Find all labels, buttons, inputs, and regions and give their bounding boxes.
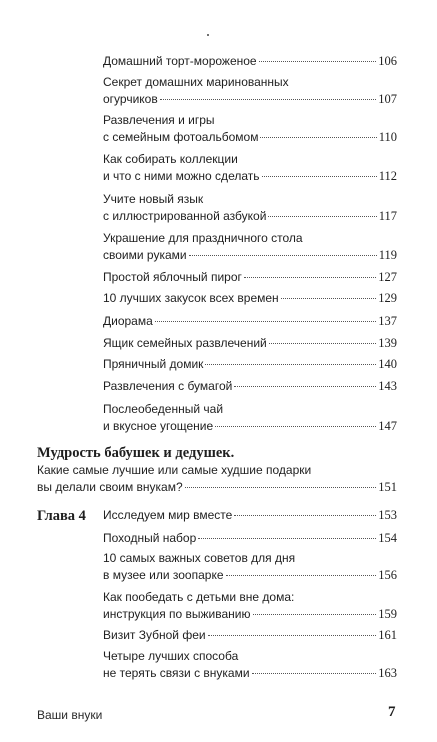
entry-title: Как пообедать с детьми вне дома: — [103, 590, 295, 604]
leader-dots — [259, 61, 377, 62]
entry-title: Украшение для праздничного стола — [103, 231, 303, 245]
leader-dots — [215, 426, 376, 427]
entry-title: с семейным фотоальбомом — [103, 130, 259, 144]
leader-dots — [198, 538, 376, 539]
toc-entry — [103, 648, 397, 682]
leader-dots — [252, 673, 377, 674]
entry-title: огурчиков — [103, 92, 158, 106]
entry-title: Развлечения и игры — [103, 113, 215, 127]
leader-dots — [234, 515, 376, 516]
entry-page: 163 — [378, 666, 397, 680]
leader-dots — [244, 277, 376, 278]
leader-dots — [155, 321, 376, 322]
toc-entry — [103, 313, 397, 330]
entry-title: Простой яблочный пирог — [103, 270, 242, 284]
page-number: 7 — [388, 704, 396, 720]
leader-dots — [260, 137, 376, 138]
section-title: Мудрость бабушек и дедушек. — [37, 445, 235, 461]
leader-dots — [205, 364, 376, 365]
toc-entry — [103, 230, 397, 264]
leader-dots — [208, 635, 377, 636]
toc-entry — [103, 507, 397, 524]
entry-title: своими руками — [103, 248, 187, 262]
toc-entry — [103, 356, 397, 373]
entry-title: Визит Зубной феи — [103, 628, 206, 642]
toc-entry — [103, 530, 397, 547]
entry-title: и что с ними можно сделать — [103, 169, 260, 183]
toc-entry — [103, 401, 397, 435]
toc-entry — [103, 627, 397, 644]
leader-dots — [281, 298, 377, 299]
leader-dots — [185, 487, 377, 488]
entry-page: 151 — [378, 480, 397, 494]
entry-title: Развлечения с бумагой — [103, 379, 233, 393]
entry-title: инструкция по выживанию — [103, 607, 251, 621]
entry-page: 153 — [378, 508, 397, 522]
toc-entry — [103, 151, 397, 185]
entry-title: 10 самых важных советов для дня — [103, 551, 296, 565]
toc-entry — [103, 290, 397, 307]
entry-title: Пряничный домик — [103, 357, 204, 371]
toc-entry — [103, 589, 397, 623]
entry-page: 159 — [378, 607, 397, 621]
leader-dots — [234, 386, 376, 387]
entry-title: Учите новый язык — [103, 192, 204, 206]
page-mark — [207, 34, 209, 36]
entry-page: 119 — [378, 248, 397, 262]
toc-entry — [103, 269, 397, 286]
entry-title: Походный набор — [103, 531, 197, 545]
entry-page: 140 — [378, 357, 397, 371]
entry-page: 129 — [378, 291, 397, 305]
entry-title: Послеобеденный чай — [103, 402, 224, 416]
entry-page: 139 — [378, 336, 397, 350]
entry-page: 154 — [378, 531, 397, 545]
entry-page: 112 — [378, 169, 397, 183]
entry-page: 106 — [378, 54, 397, 68]
running-footer-title: Ваши внуки — [37, 708, 103, 722]
entry-title: Домашний торт-мороженое — [103, 54, 257, 68]
chapter-label: Глава 4 — [37, 508, 86, 524]
entry-page: 110 — [378, 130, 397, 144]
entry-page: 161 — [378, 628, 397, 642]
toc-entry — [103, 378, 397, 395]
entry-page: 137 — [378, 314, 397, 328]
entry-title: с иллюстрированной азбукой — [103, 209, 267, 223]
entry-title: 10 лучших закусок всех времен — [103, 291, 279, 305]
entry-page: 147 — [378, 419, 397, 433]
entry-page: 127 — [378, 270, 397, 284]
entry-title: Секрет домашних маринованных — [103, 75, 289, 89]
entry-title: Какие самые лучшие или самые худшие подарки — [37, 463, 312, 477]
toc-entry — [103, 112, 397, 146]
entry-title: вы делали своим внукам? — [37, 480, 183, 494]
toc-entry — [103, 53, 397, 70]
entry-title: Как собирать коллекции — [103, 152, 238, 166]
entry-page: 143 — [378, 379, 397, 393]
leader-dots — [160, 99, 377, 100]
entry-title: Четыре лучших способа — [103, 649, 239, 663]
entry-title: не терять связи с внуками — [103, 666, 250, 680]
leader-dots — [253, 614, 377, 615]
leader-dots — [269, 343, 376, 344]
entry-title: и вкусное угощение — [103, 419, 214, 433]
toc-entry — [103, 550, 397, 584]
entry-title: Диорама — [103, 314, 153, 328]
entry-page: 117 — [378, 209, 397, 223]
entry-title: Ящик семейных развлечений — [103, 336, 267, 350]
entry-page: 107 — [378, 92, 397, 106]
leader-dots — [262, 176, 377, 177]
entry-page: 156 — [378, 568, 397, 582]
toc-entry — [103, 335, 397, 352]
leader-dots — [189, 255, 377, 256]
section-entry — [37, 462, 397, 496]
toc-entry — [103, 191, 397, 225]
leader-dots — [226, 575, 377, 576]
leader-dots — [268, 216, 376, 217]
toc-entry — [103, 74, 397, 108]
entry-title: в музее или зоопарке — [103, 568, 224, 582]
entry-title: Исследуем мир вместе — [103, 508, 233, 522]
